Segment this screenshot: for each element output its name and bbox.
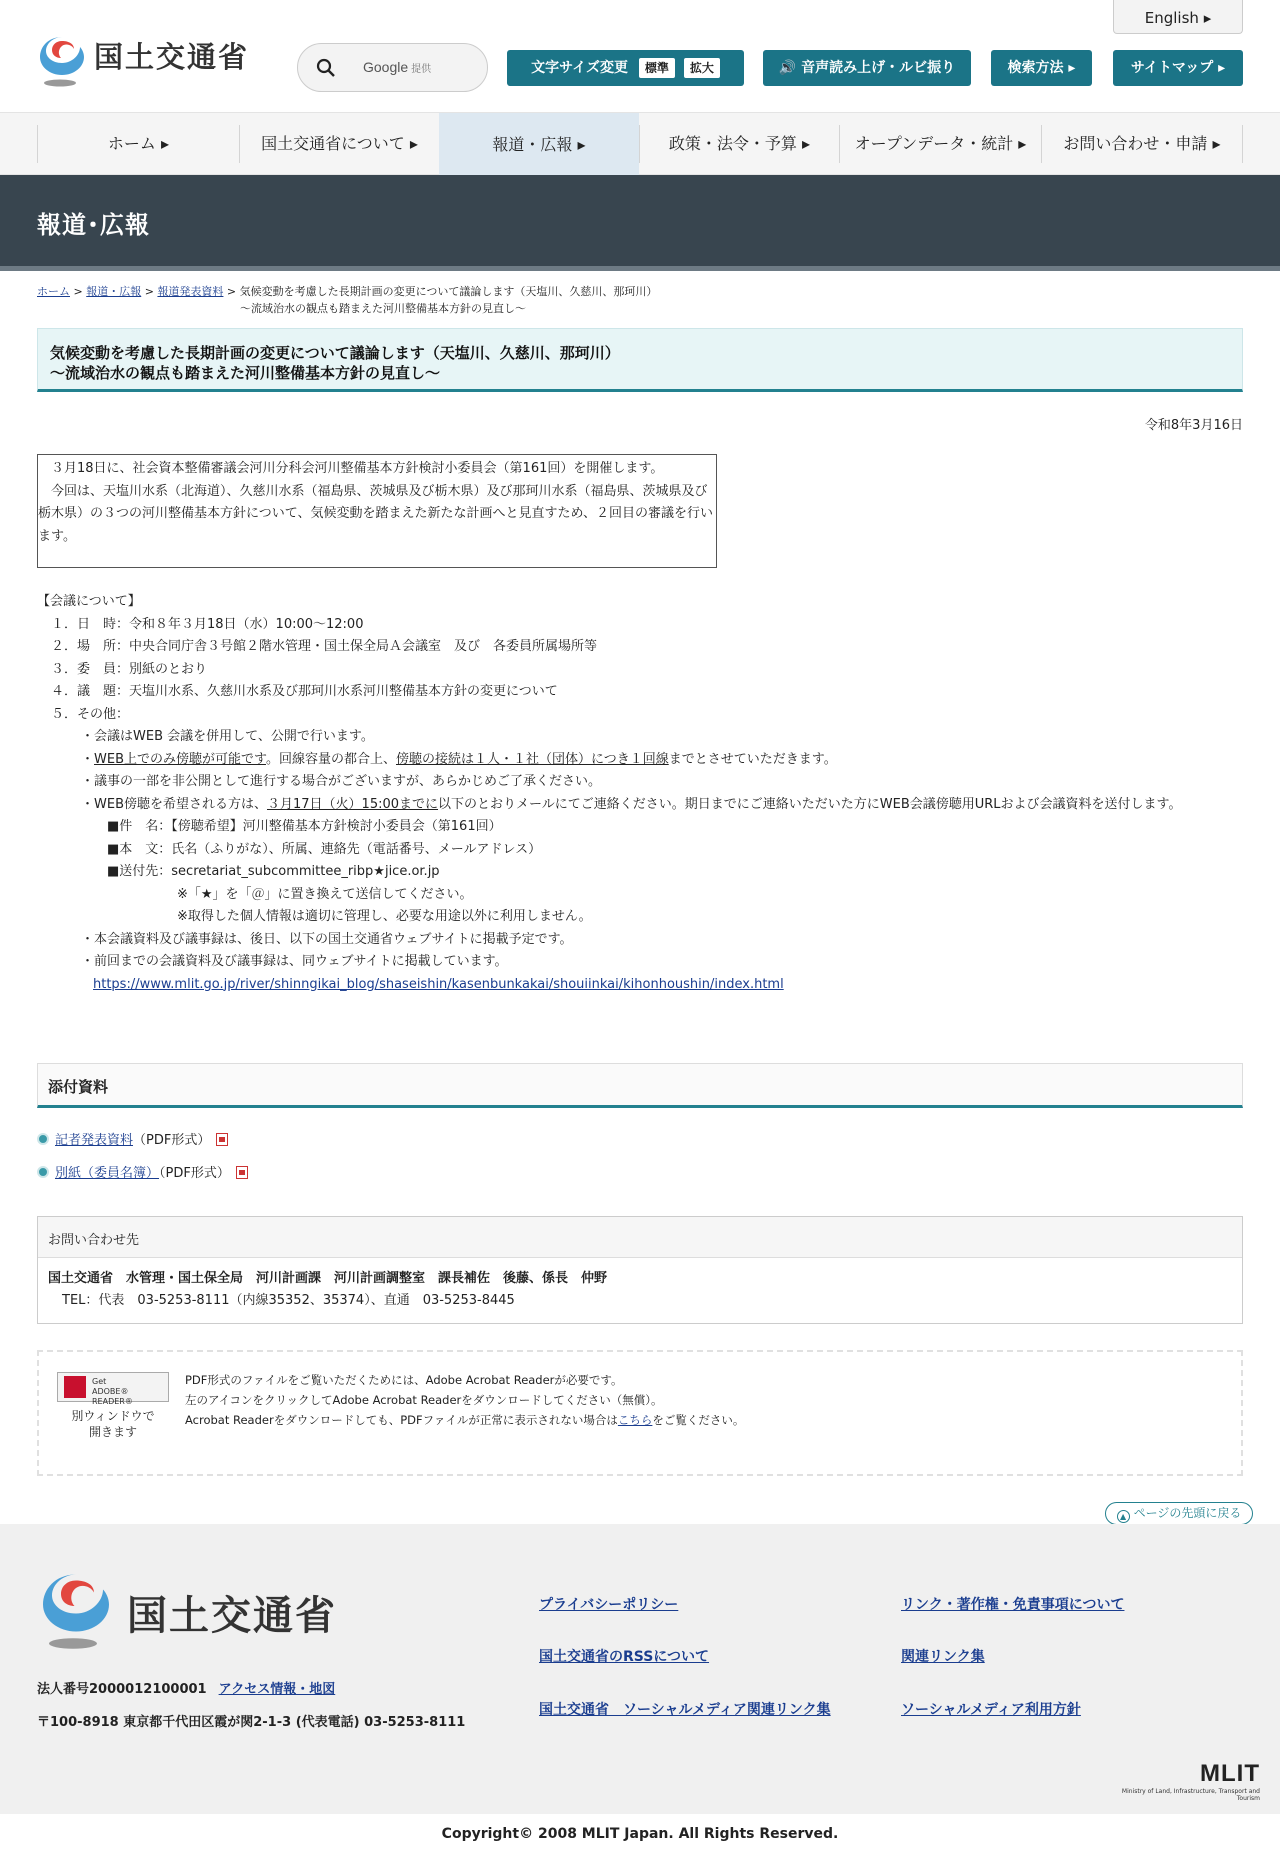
- site-name: 国土交通省: [94, 40, 250, 74]
- search-placeholder: Google 提供: [363, 59, 432, 75]
- breadcrumb-current-sub: ～流域治水の観点も踏まえた河川整備基本方針の見直し～: [240, 302, 526, 315]
- english-button[interactable]: English ▸: [1113, 0, 1243, 34]
- search-box[interactable]: [297, 43, 488, 92]
- bullet-icon: [37, 1133, 49, 1145]
- attachment-item: 記者発表資料（PDF形式）: [37, 1129, 228, 1148]
- site-logo[interactable]: [36, 33, 266, 87]
- summary-paragraph-2: 今回は、天塩川水系（北海道）、久慈川水系（福島県、茨城県及び栃木県）及び那珂川水系（福島県、茨城県及び栃木県）の３つの河川整備基本方針について、気候変動を踏まえた新たな計画へと見直すため、２回目の審議を行います。: [38, 483, 713, 544]
- meeting-details: [37, 591, 1247, 996]
- site-footer: [0, 1524, 1280, 1814]
- sitemap-button[interactable]: サイトマップ ▸: [1113, 50, 1243, 86]
- global-nav: [0, 112, 1280, 175]
- section-banner: [0, 175, 1280, 271]
- font-size-large-button[interactable]: 拡大: [684, 58, 720, 78]
- bullet-icon: [37, 1166, 49, 1178]
- mlit-emblem-icon: [36, 33, 88, 87]
- footer-link-social-policy[interactable]: ソーシャルメディア利用方針: [901, 1702, 1081, 1718]
- speech-ruby-button[interactable]: 🔊 音声読み上げ・ルビ振り: [763, 50, 971, 86]
- footer-link-copyright[interactable]: リンク・著作権・免責事項について: [901, 1597, 1125, 1613]
- pdf-icon: [216, 1133, 228, 1146]
- acrobat-help-link[interactable]: こちら: [617, 1413, 653, 1427]
- page-title: 気候変動を考慮した長期計画の変更について議論します（天塩川、久慈川、那珂川） ～流域治水の観点も踏まえた河川整備基本方針の見直し～: [37, 328, 1243, 392]
- font-size-control: 文字サイズ変更 標準 拡大: [507, 50, 744, 86]
- footer-site-name: 国土交通省: [127, 1593, 337, 1639]
- copyright: Copyright© 2008 MLIT Japan. All Rights Reserved.: [441, 1826, 839, 1842]
- nav-item-contact[interactable]: お問い合わせ・申請 ▸: [1041, 125, 1243, 163]
- attachment-link-members[interactable]: 別紙（委員名簿）: [55, 1166, 160, 1181]
- mail-subject: ■件 名：【傍聴希望】河川整備基本方針検討小委員会（第161回）: [107, 819, 502, 834]
- acrobat-line-2: 左のアイコンをクリックしてAdobe Acrobat Readerをダウンロードしてください（無償）。: [185, 1393, 663, 1407]
- footer-link-related[interactable]: 関連リンク集: [901, 1649, 985, 1665]
- search-method-button[interactable]: 検索方法 ▸: [991, 50, 1092, 86]
- pdf-icon: [236, 1166, 248, 1179]
- breadcrumb-current: 気候変動を考慮した長期計画の変更について議論します（天塩川、久慈川、那珂川）: [239, 285, 658, 298]
- contact-heading: お問い合わせ先: [38, 1217, 1242, 1258]
- note-web-only: ・WEB上でのみ傍聴が可能です。回線容量の都合上、傍聴の接続は１人・１社（団体）につき１回線までとさせていただきます。: [81, 751, 837, 767]
- contact-org: 国土交通省 水管理・国土保全局 河川計画課 河川計画調整室 課長補佐 後藤、係長 仲野: [48, 1271, 608, 1286]
- attachment-link-press[interactable]: 記者発表資料: [55, 1133, 134, 1148]
- note-web-meeting: ・会議はWEB 会議を併用して、公開で行います。: [81, 729, 374, 744]
- note-closed-session: ・議事の一部を非公開として進行する場合がございますが、あらかじめご了承ください。: [81, 774, 602, 789]
- contact-box: [37, 1216, 1243, 1324]
- mail-note-replace: ※「★」を「＠」に置き換えて送信してください。: [177, 886, 473, 902]
- nav-item-about[interactable]: 国土交通省について ▸: [239, 125, 439, 163]
- footer-link-rss[interactable]: 国土交通省のRSSについて: [539, 1649, 710, 1665]
- corporate-number: 法人番号2000012100001 アクセス情報・地図: [37, 1682, 336, 1697]
- release-date: 令和8年3月16日: [1144, 418, 1243, 433]
- meeting-heading: 【会議について】: [37, 594, 141, 609]
- nav-item-policy[interactable]: 政策・法令・予算 ▸: [639, 125, 839, 163]
- note-how-to-apply: ・WEB傍聴を希望される方は、３月17日（火）15:00までに以下のとおりメールにてご連絡ください。期日までにご連絡いただいた方にWEB会議傍聴用URLおよび会議資料を送付します。: [81, 796, 1182, 812]
- arrow-up-icon: ▲: [1117, 1510, 1130, 1523]
- section-title: 報道･広報: [37, 211, 150, 239]
- new-window-note: 別ウィンドウで 開きます: [71, 1409, 155, 1439]
- breadcrumb-releases[interactable]: 報道発表資料: [157, 285, 224, 298]
- font-size-standard-button[interactable]: 標準: [639, 58, 675, 78]
- note-publish-later: ・本会議資料及び議事録は、後日、以下の国土交通省ウェブサイトに掲載予定です。: [81, 931, 573, 947]
- mail-body: ■本 文：氏名（ふりがな）、所属、連絡先（電話番号、メールアドレス）: [107, 841, 542, 857]
- acrobat-line-1: PDF形式のファイルをご覧いただくためには、Adobe Acrobat Readerが必要です。: [185, 1373, 623, 1387]
- attachments-heading: 添付資料: [37, 1063, 1243, 1108]
- mlit-emblem-icon: [37, 1566, 115, 1652]
- summary-box: [37, 454, 717, 568]
- get-adobe-reader-button[interactable]: Get ADOBE® READER®: [57, 1372, 169, 1402]
- meeting-place: ２．場 所：中央合同庁舎３号館２階水管理・国土保全局Ａ会議室 及び 各委員所属場所等: [51, 639, 598, 654]
- meeting-other: ５．その他：: [51, 706, 130, 722]
- committee-url-link[interactable]: https://www.mlit.go.jp/river/shinngikai_blog/shaseishin/kasenbunkakai/shouiinkai/kihonhoushin/index.html: [93, 976, 784, 992]
- footer-link-privacy[interactable]: プライバシーポリシー: [539, 1597, 679, 1613]
- breadcrumb-press[interactable]: 報道・広報: [86, 285, 142, 298]
- contact-tel: TEL：代表 03-5253-8111（内線35352、35374）、直通 03-5253-8445: [62, 1293, 515, 1308]
- note-previous-materials: ・前回までの会議資料及び議事録は、同ウェブサイトに掲載しています。: [81, 954, 508, 969]
- footer-address: 〒100-8918 東京都千代田区霞が関2-1-3 (代表電話) 03-5253-8111: [37, 1715, 466, 1730]
- footer-link-social[interactable]: 国土交通省 ソーシャルメディア関連リンク集: [539, 1702, 831, 1718]
- access-map-link[interactable]: アクセス情報・地図: [218, 1682, 336, 1697]
- mail-note-privacy: ※取得した個人情報は適切に管理し、必要な用途以外に利用しません。: [177, 909, 592, 924]
- breadcrumb-home[interactable]: ホーム: [37, 285, 70, 298]
- meeting-members: ３．委 員：別紙のとおり: [51, 661, 208, 677]
- footer-logo[interactable]: [37, 1566, 337, 1651]
- breadcrumb: ホーム > 報道・広報 > 報道発表資料 > 気候変動を考慮した長期計画の変更について議論します（天塩川、久慈川、那珂川） ～流域治水の観点も踏まえた河川整備基本方針の見直し～: [37, 283, 1137, 317]
- back-to-top-button[interactable]: ▲ ページの先頭に戻る: [1105, 1502, 1253, 1525]
- acrobat-line-3: Acrobat Readerをダウンロードしても、PDFファイルが正常に表示されない場合はこちらをご覧ください。: [185, 1413, 745, 1427]
- mail-to: ■送付先：secretariat_subcommittee_ribp★jice.or.jp: [107, 864, 440, 879]
- meeting-agenda: ４．議 題：天塩川水系、久慈川水系及び那珂川水系河川整備基本方針の変更について: [51, 684, 558, 699]
- search-icon[interactable]: [316, 58, 336, 78]
- nav-item-home[interactable]: ホーム ▸: [37, 125, 239, 163]
- site-header: [0, 0, 1280, 112]
- mlit-wordmark: MLIT Ministry of Land, Infrastructure, Transport and Tourism: [1121, 1760, 1260, 1802]
- meeting-datetime: １．日 時：令和８年３月18日（水）10:00～12:00: [51, 616, 364, 632]
- nav-item-opendata[interactable]: オープンデータ・統計 ▸: [839, 125, 1041, 163]
- speaker-icon: 🔊: [778, 60, 797, 76]
- acrobat-notice: [37, 1350, 1243, 1476]
- nav-item-press[interactable]: 報道・広報 ▸: [439, 113, 639, 176]
- summary-paragraph-1: ３月18日に、社会資本整備審議会河川分科会河川整備基本方針検討小委員会（第161回）を開催します。: [51, 461, 664, 476]
- attachment-item: 別紙（委員名簿）（PDF形式）: [37, 1162, 248, 1181]
